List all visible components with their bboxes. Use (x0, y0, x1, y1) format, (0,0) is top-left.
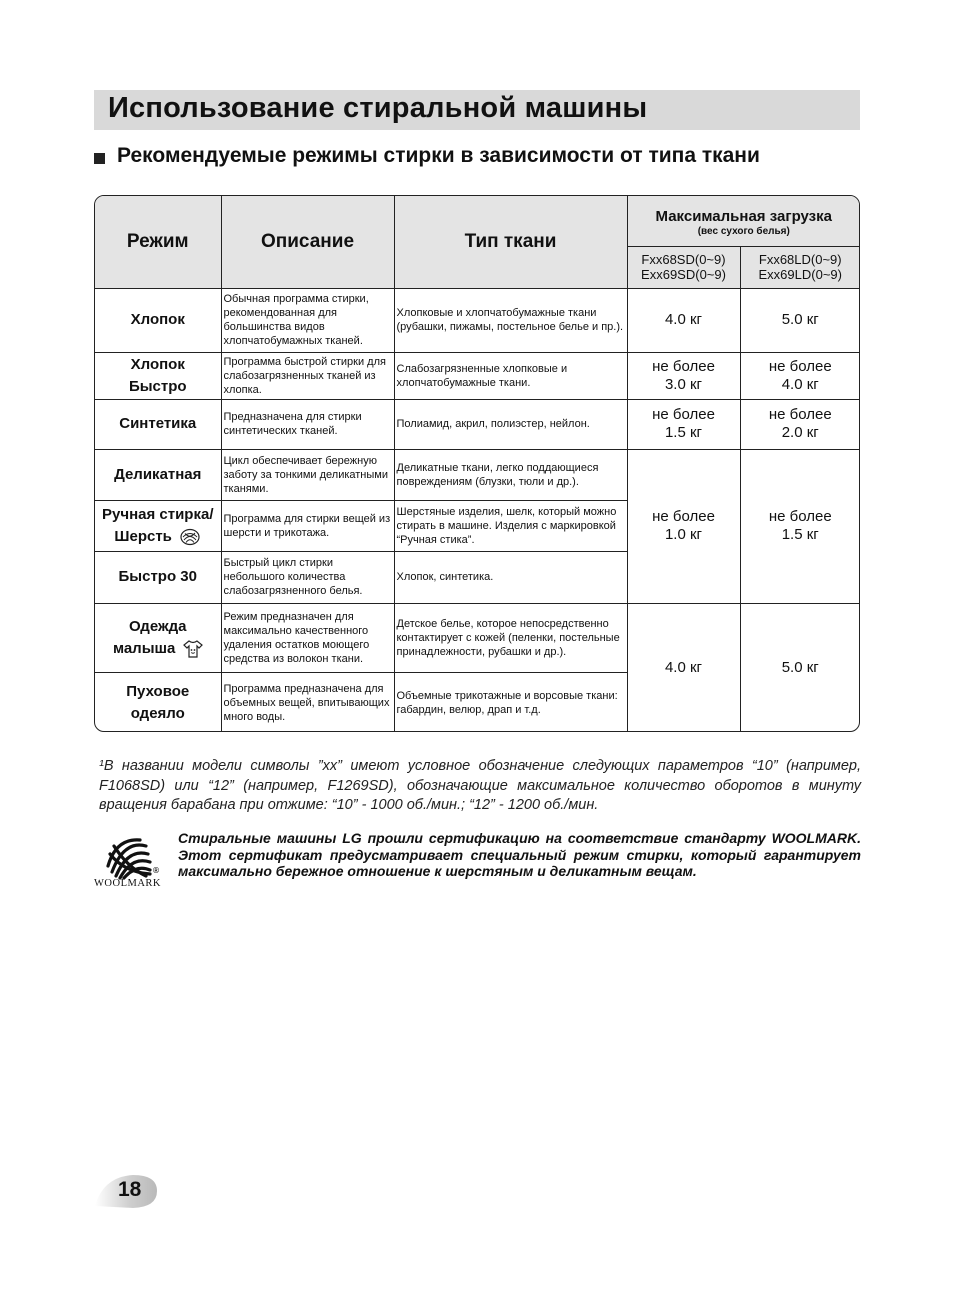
desc-cell: Режим предназначен для максимально качественного удаления остатков моющего средства из волокон ткани. (221, 603, 394, 672)
page-title: Использование стиральной машины (108, 92, 648, 124)
load-a-cell (627, 399, 740, 449)
model-b-line1: Fxx68LD(0~9) (758, 252, 842, 267)
mode-cotton: Хлопок (95, 288, 221, 352)
mode-synthetics: Синтетика (95, 399, 221, 449)
desc-cell: Программа предназначена для объемных вещей, впитывающих много воды. (221, 672, 394, 732)
mode-quick30: Быстро 30 (95, 551, 221, 603)
desc-cell: Цикл обеспечивает бережную заботу за тонкими деликатными тканями. (221, 449, 394, 500)
fabric-cell: Слабозагрязненные хлопковые и хлопчатобумажные ткани. (394, 352, 627, 399)
load-line1: не более (768, 508, 832, 525)
mode-line1: Одежда (129, 617, 187, 635)
header-model-b (740, 246, 860, 288)
load-line1: не более (768, 357, 832, 375)
load-line2: 2.0 кг (781, 424, 819, 441)
mode-line1: Ручная стирка/ (102, 505, 214, 523)
table-row (95, 603, 860, 672)
square-bullet-icon (94, 153, 105, 164)
load-a-cell (627, 352, 740, 399)
header-description: Описание (221, 196, 394, 288)
mode-line2: малыша (112, 639, 176, 657)
fabric-cell: Шерстяные изделия, шелк, который можно стирать в машине. Изделия с маркировкой “Ручная стика”. (394, 500, 627, 551)
load-a-cell: 4.0 кг (627, 288, 740, 352)
wash-modes-table (94, 195, 860, 732)
desc-cell: Быстрый цикл стирки небольшого количества слабозагрязненного белья. (221, 551, 394, 603)
load-b-cell (740, 449, 860, 603)
mode-delicate: Деликатная (95, 449, 221, 500)
page-number: 18 (118, 1178, 142, 1201)
model-b-line2: Exx69LD(0~9) (758, 267, 842, 282)
baby-shirt-icon (183, 640, 203, 658)
mode-duvet (95, 672, 221, 732)
load-line2: 3.0 кг (664, 375, 703, 393)
load-line2: 4.0 кг (781, 375, 819, 393)
header-mode: Режим (95, 196, 221, 288)
table-row (95, 399, 860, 449)
model-a-line1: Fxx68SD(0~9) (641, 252, 726, 267)
load-line2: 1.5 кг (664, 424, 703, 441)
load-line2: 1.0 кг (664, 526, 703, 543)
woolmark-logo-text: WOOLMARK (94, 878, 161, 889)
load-line1: не более (768, 406, 832, 423)
mode-line2: одеяло (130, 704, 185, 722)
fabric-cell: Полиамид, акрил, полиэстер, нейлон. (394, 399, 627, 449)
mode-line2: Шерсть (114, 527, 172, 545)
fabric-cell: Детское белье, которое непосредственно контактирует с кожей (пеленки, постельные принадлежности, рубашки и др.). (394, 603, 627, 672)
mode-line1: Хлопок (130, 355, 185, 373)
table-row (95, 288, 860, 352)
load-line1: не более (652, 508, 715, 525)
mode-line2: Быстро (128, 377, 187, 395)
max-load-note: (вес сухого белья) (697, 225, 790, 237)
load-a-cell: 4.0 кг (627, 603, 740, 732)
desc-cell: Предназначена для стирки синтетических тканей. (221, 399, 394, 449)
load-line1: не более (652, 357, 715, 375)
section-subtitle-text: Рекомендуемые режимы стирки в зависимости от типа ткани (117, 144, 760, 167)
mode-baby-wear (95, 603, 221, 672)
mode-line2-wrap (97, 638, 219, 660)
mode-handwash-wool (95, 500, 221, 551)
desc-cell: Программа быстрой стирки для слабозагрязненных тканей из хлопка. (221, 352, 394, 399)
mode-cotton-quick (95, 352, 221, 399)
load-b-cell: 5.0 кг (740, 288, 860, 352)
fabric-cell: Хлопок, синтетика. (394, 551, 627, 603)
mode-line1: Пуховое (126, 682, 190, 700)
model-a-line2: Exx69SD(0~9) (641, 267, 726, 282)
wool-ball-icon (179, 528, 201, 546)
load-line2: 1.5 кг (781, 526, 819, 543)
fabric-cell: Хлопковые и хлопчатобумажные ткани (рубашки, пижамы, постельное белье и пр.). (394, 288, 627, 352)
load-a-cell (627, 449, 740, 603)
fabric-cell: Деликатные ткани, легко поддающиеся повреждениям (блузки, тюли и др.). (394, 449, 627, 500)
load-b-cell: 5.0 кг (740, 603, 860, 732)
header-model-a (627, 246, 740, 288)
max-load-label: Максимальная загрузка (655, 207, 832, 225)
woolmark-note: Стиральные машины LG прошли сертификацию на соответствие стандарту WOOLMARK. Этот сертификат предусматривает специальный режим стирки, который гарантирует максимально бережное отношение к шерстяным и деликатным вещам. (178, 830, 861, 879)
mode-line2-wrap (97, 526, 219, 548)
load-b-cell (740, 352, 860, 399)
model-footnote: ¹В названии модели символы ”xx” имеют условное обозначение следующих параметров “10” (например, F1068SD) или “12” (например, F1269SD), обозначающие максимальное количество оборотов в минуту вращения барабана при отжиме: “10” - 1000 об./мин.; “12” - 1200 об./мин. (99, 758, 861, 813)
table-row (95, 449, 860, 500)
desc-cell: Обычная программа стирки, рекомендованная для большинства видов хлопчатобумажных тканей. (221, 288, 394, 352)
header-max-load (627, 196, 860, 246)
fabric-cell: Объемные трикотажные и ворсовые ткани: габардин, велюр, драп и т.д. (394, 672, 627, 732)
section-subtitle (94, 144, 760, 168)
load-b-cell (740, 399, 860, 449)
load-line1: не более (652, 406, 715, 423)
table-row (95, 352, 860, 399)
svg-text:®: ® (152, 866, 160, 875)
header-fabric: Тип ткани (394, 196, 627, 288)
desc-cell: Программа для стирки вещей из шерсти и трикотажа. (221, 500, 394, 551)
